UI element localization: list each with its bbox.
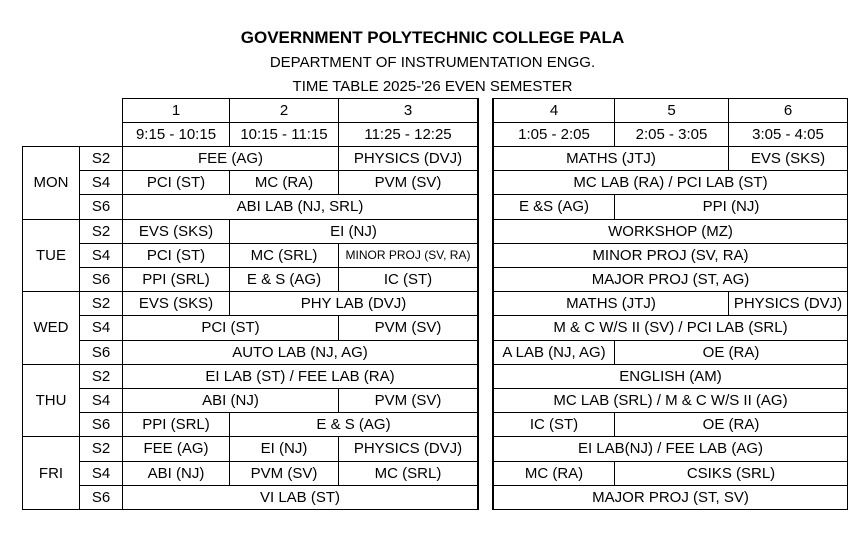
timetable-cell: PVM (SV)	[338, 315, 478, 340]
timetable-cell: PHYSICS (DVJ)	[338, 146, 478, 171]
timetable-cell: PPI (NJ)	[614, 194, 848, 219]
timetable-cell: EI (NJ)	[229, 219, 478, 244]
timetable-cell: PCI (ST)	[122, 170, 230, 195]
timetable-cell: MATHS (JTJ)	[493, 291, 729, 316]
day-label: FRI	[22, 436, 80, 510]
college-title: GOVERNMENT POLYTECHNIC COLLEGE PALA	[240, 28, 625, 47]
timetable-cell: EVS (SKS)	[122, 291, 230, 316]
timetable-cell: EVS (SKS)	[728, 146, 848, 171]
semester-label: S2	[79, 436, 123, 461]
timetable-cell: MC (SRL)	[229, 243, 339, 268]
period-number: 6	[728, 98, 848, 123]
day-label: THU	[22, 364, 80, 438]
period-number: 1	[122, 98, 230, 123]
semester-label: S4	[79, 170, 123, 195]
timetable-cell: ABI (NJ)	[122, 461, 230, 486]
period-time: 3:05 - 4:05	[728, 122, 848, 147]
semester-label: S2	[79, 291, 123, 316]
period-number: 5	[614, 98, 729, 123]
timetable-cell: PPI (SRL)	[122, 267, 230, 292]
day-label: MON	[22, 146, 80, 220]
day-label: TUE	[22, 219, 80, 293]
lunch-break-gap	[477, 98, 494, 510]
period-time: 10:15 - 11:15	[229, 122, 339, 147]
timetable-cell: PHYSICS (DVJ)	[728, 291, 848, 316]
period-time: 1:05 - 2:05	[493, 122, 615, 147]
timetable-cell: M & C W/S II (SV) / PCI LAB (SRL)	[493, 315, 848, 340]
timetable-cell: ENGLISH (AM)	[493, 364, 848, 389]
timetable-cell: FEE (AG)	[122, 146, 339, 171]
timetable-cell: PVM (SV)	[338, 388, 478, 413]
timetable-cell: IC (ST)	[338, 267, 478, 292]
timetable-title: TIME TABLE 2025-'26 EVEN SEMESTER	[292, 78, 573, 95]
timetable-cell: ABI LAB (NJ, SRL)	[122, 194, 478, 219]
timetable-cell: MINOR PROJ (SV, RA)	[493, 243, 848, 268]
timetable-cell: MC LAB (RA) / PCI LAB (ST)	[493, 170, 848, 195]
timetable-cell: MC (RA)	[493, 461, 615, 486]
period-time: 11:25 - 12:25	[338, 122, 478, 147]
timetable-cell: E & S (AG)	[229, 267, 339, 292]
semester-label: S2	[79, 219, 123, 244]
timetable-cell: EI LAB (ST) / FEE LAB (RA)	[122, 364, 478, 389]
timetable-cell: PVM (SV)	[229, 461, 339, 486]
timetable-cell: EI (NJ)	[229, 436, 339, 461]
semester-label: S4	[79, 243, 123, 268]
semester-label: S6	[79, 485, 123, 510]
timetable-cell: IC (ST)	[493, 412, 615, 437]
timetable-cell: VI LAB (ST)	[122, 485, 478, 510]
semester-label: S2	[79, 146, 123, 171]
timetable-cell: CSIKS (SRL)	[614, 461, 848, 486]
timetable-cell: MINOR PROJ (SV, RA)	[338, 243, 478, 268]
timetable-cell: MATHS (JTJ)	[493, 146, 729, 171]
timetable-cell: MAJOR PROJ (ST, SV)	[493, 485, 848, 510]
timetable-cell: MC (SRL)	[338, 461, 478, 486]
timetable-cell: E &S (AG)	[493, 194, 615, 219]
day-label: WED	[22, 291, 80, 365]
timetable-cell: PHY LAB (DVJ)	[229, 291, 478, 316]
timetable-cell: PCI (ST)	[122, 315, 339, 340]
period-number: 4	[493, 98, 615, 123]
timetable-cell: EI LAB(NJ) / FEE LAB (AG)	[493, 436, 848, 461]
period-number: 2	[229, 98, 339, 123]
timetable-cell: OE (RA)	[614, 412, 848, 437]
period-time: 2:05 - 3:05	[614, 122, 729, 147]
semester-label: S4	[79, 388, 123, 413]
timetable-cell: PVM (SV)	[338, 170, 478, 195]
timetable-cell: MAJOR PROJ (ST, AG)	[493, 267, 848, 292]
timetable-cell: MC LAB (SRL) / M & C W/S II (AG)	[493, 388, 848, 413]
semester-label: S6	[79, 412, 123, 437]
timetable-cell: E & S (AG)	[229, 412, 478, 437]
department-name: DEPARTMENT OF INSTRUMENTATION ENGG.	[269, 54, 596, 71]
semester-label: S2	[79, 364, 123, 389]
timetable-cell: WORKSHOP (MZ)	[493, 219, 848, 244]
semester-label: S6	[79, 340, 123, 365]
timetable-cell: PHYSICS (DVJ)	[338, 436, 478, 461]
semester-label: S4	[79, 315, 123, 340]
timetable-cell: A LAB (NJ, AG)	[493, 340, 615, 365]
semester-label: S4	[79, 461, 123, 486]
timetable-cell: ABI (NJ)	[122, 388, 339, 413]
timetable-cell: PPI (SRL)	[122, 412, 230, 437]
timetable-cell: MC (RA)	[229, 170, 339, 195]
timetable-cell: EVS (SKS)	[122, 219, 230, 244]
semester-label: S6	[79, 194, 123, 219]
semester-label: S6	[79, 267, 123, 292]
period-number: 3	[338, 98, 478, 123]
timetable-cell: AUTO LAB (NJ, AG)	[122, 340, 478, 365]
timetable-cell: OE (RA)	[614, 340, 848, 365]
timetable-cell: FEE (AG)	[122, 436, 230, 461]
timetable-cell: PCI (ST)	[122, 243, 230, 268]
period-time: 9:15 - 10:15	[122, 122, 230, 147]
